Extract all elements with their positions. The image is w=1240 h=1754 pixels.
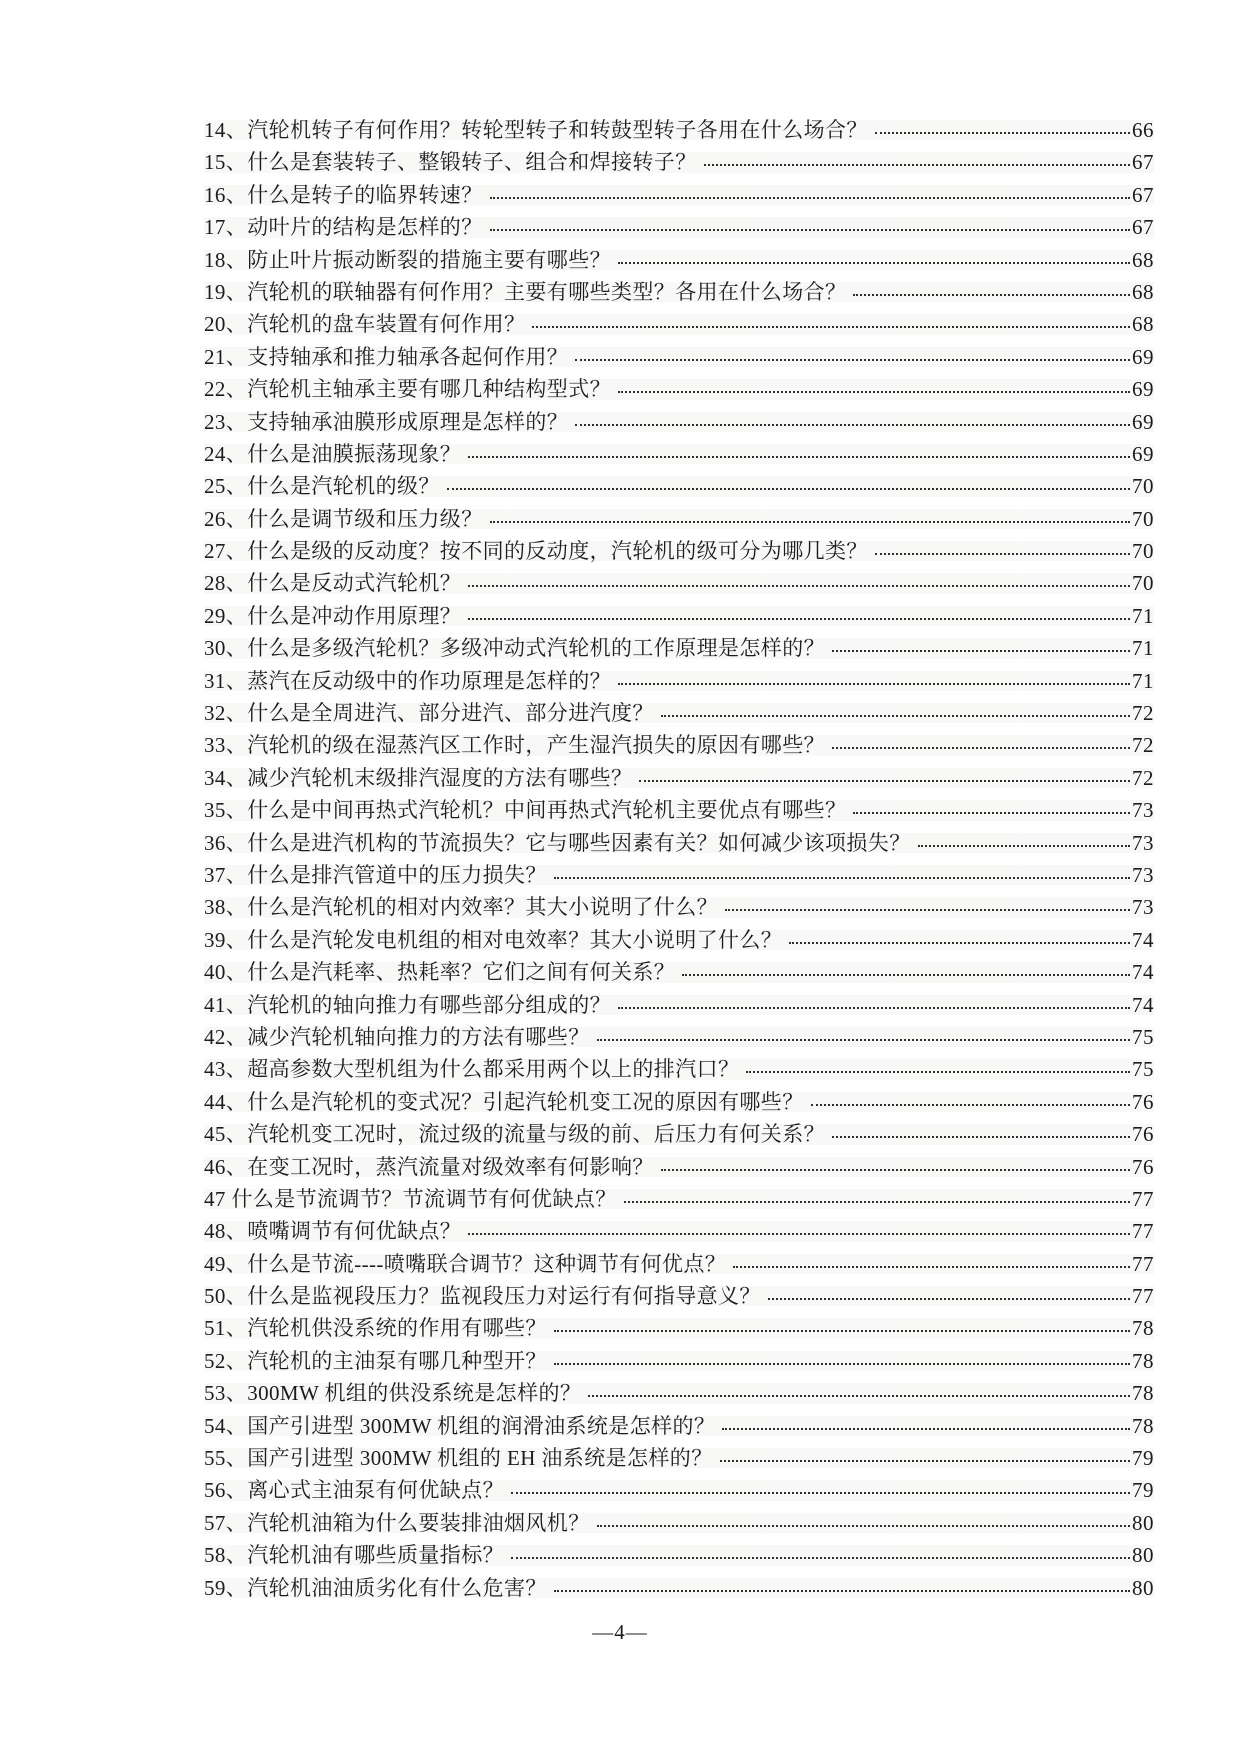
toc-entry bbox=[204, 1345, 1154, 1377]
dot-leader bbox=[554, 1363, 1130, 1365]
toc-entry bbox=[204, 1410, 1154, 1442]
toc-entry bbox=[204, 1507, 1154, 1539]
toc-entry-page-number: 75 bbox=[1132, 1024, 1154, 1049]
toc-entry-label: 55、国产引进型 300MW 机组的 EH 油系统是怎样的？ bbox=[204, 1446, 713, 1471]
toc-entry-page-number: 67 bbox=[1132, 215, 1154, 240]
toc-entry-label: 21、支持轴承和推力轴承各起何作用？ bbox=[204, 344, 569, 369]
dot-leader bbox=[661, 1169, 1130, 1171]
toc-entry-label: 20、汽轮机的盘车装置有何作用？ bbox=[204, 312, 526, 337]
toc-entry-page-number: 78 bbox=[1132, 1413, 1154, 1438]
toc-entry-label: 51、汽轮机供没系统的作用有哪些？ bbox=[204, 1316, 547, 1341]
toc-entry-page-number: 74 bbox=[1132, 927, 1154, 952]
toc-entry-label: 18、防止叶片振动断裂的措施主要有哪些？ bbox=[204, 247, 611, 272]
toc-entry bbox=[204, 1086, 1154, 1118]
toc-entry-label: 46、在变工况时，蒸汽流量对级效率有何影响？ bbox=[204, 1154, 654, 1179]
dot-leader bbox=[468, 1233, 1130, 1235]
toc-entry bbox=[204, 276, 1154, 308]
dot-leader bbox=[875, 553, 1130, 555]
toc-entry-page-number: 69 bbox=[1132, 344, 1154, 369]
dot-leader bbox=[746, 1071, 1130, 1073]
dot-leader bbox=[639, 780, 1130, 782]
toc-entry-label: 29、什么是冲动作用原理？ bbox=[204, 603, 462, 628]
toc-entry bbox=[204, 762, 1154, 794]
toc-entry-page-number: 78 bbox=[1132, 1348, 1154, 1373]
toc-entry-page-number: 71 bbox=[1132, 636, 1154, 661]
dot-leader bbox=[811, 1104, 1130, 1106]
toc-entry bbox=[204, 1377, 1154, 1409]
toc-entry-label: 56、离心式主油泵有何优缺点？ bbox=[204, 1478, 504, 1503]
toc-entry-page-number: 79 bbox=[1132, 1446, 1154, 1471]
dot-leader bbox=[554, 877, 1130, 879]
dot-leader bbox=[918, 845, 1130, 847]
toc-entry-label: 45、汽轮机变工况时，流过级的流量与级的前、后压力有何关系？ bbox=[204, 1122, 825, 1147]
toc-entry bbox=[204, 989, 1154, 1021]
toc-entry bbox=[204, 1053, 1154, 1085]
toc-entry-label: 32、什么是全周进汽、部分进汽、部分进汽度？ bbox=[204, 701, 654, 726]
toc-entry bbox=[204, 470, 1154, 502]
dot-leader bbox=[468, 585, 1130, 587]
toc-entry bbox=[204, 1280, 1154, 1312]
toc-entry-page-number: 79 bbox=[1132, 1478, 1154, 1503]
toc-entry-label: 49、什么是节流----喷嘴联合调节？这种调节有何优点？ bbox=[204, 1251, 727, 1276]
dot-leader bbox=[618, 1007, 1130, 1009]
dot-leader bbox=[447, 488, 1130, 490]
toc-entry-page-number: 74 bbox=[1132, 960, 1154, 985]
toc-entry-label: 38、什么是汽轮机的相对内效率？其大小说明了什么？ bbox=[204, 895, 718, 920]
toc-entry-page-number: 71 bbox=[1132, 668, 1154, 693]
toc-entry-page-number: 70 bbox=[1132, 571, 1154, 596]
toc-entry-page-number: 68 bbox=[1132, 312, 1154, 337]
toc-entry-page-number: 77 bbox=[1132, 1219, 1154, 1244]
toc-entry-page-number: 67 bbox=[1132, 182, 1154, 207]
toc-list bbox=[204, 114, 1154, 1604]
toc-entry-label: 36、什么是进汽机构的节流损失？它与哪些因素有关？如何减少该项损失？ bbox=[204, 830, 911, 855]
toc-entry-label: 43、超高参数大型机组为什么都采用两个以上的排汽口？ bbox=[204, 1057, 740, 1082]
dot-leader bbox=[832, 747, 1130, 749]
toc-entry-page-number: 77 bbox=[1132, 1251, 1154, 1276]
toc-entry-label: 34、减少汽轮机末级排汽湿度的方法有哪些？ bbox=[204, 765, 633, 790]
toc-entry-page-number: 69 bbox=[1132, 377, 1154, 402]
toc-entry bbox=[204, 1572, 1154, 1604]
toc-entry-label: 22、汽轮机主轴承主要有哪几种结构型式？ bbox=[204, 377, 611, 402]
toc-entry bbox=[204, 891, 1154, 923]
dot-leader bbox=[832, 650, 1130, 652]
toc-entry bbox=[204, 859, 1154, 891]
dot-leader bbox=[490, 229, 1130, 231]
toc-entry-label: 25、什么是汽轮机的级？ bbox=[204, 474, 440, 499]
toc-entry-label: 15、什么是套装转子、整锻转子、组合和焊接转子？ bbox=[204, 150, 697, 175]
toc-entry-page-number: 72 bbox=[1132, 765, 1154, 790]
dot-leader bbox=[832, 1136, 1130, 1138]
toc-entry-label: 53、300MW 机组的供没系统是怎样的？ bbox=[204, 1381, 582, 1406]
toc-entry bbox=[204, 114, 1154, 146]
dot-leader bbox=[618, 262, 1130, 264]
toc-entry-label: 24、什么是油膜振荡现象？ bbox=[204, 441, 462, 466]
toc-entry bbox=[204, 179, 1154, 211]
dot-leader bbox=[597, 1039, 1130, 1041]
toc-entry-label: 42、减少汽轮机轴向推力的方法有哪些？ bbox=[204, 1024, 590, 1049]
toc-entry-label: 27、什么是级的反动度？按不同的反动度，汽轮机的级可分为哪几类？ bbox=[204, 539, 868, 564]
toc-entry-label: 44、什么是汽轮机的变式况？引起汽轮机变工况的原因有哪些？ bbox=[204, 1089, 804, 1114]
toc-entry bbox=[204, 1312, 1154, 1344]
toc-entry bbox=[204, 956, 1154, 988]
toc-entry-page-number: 75 bbox=[1132, 1057, 1154, 1082]
dot-leader bbox=[532, 326, 1130, 328]
dot-leader bbox=[768, 1298, 1130, 1300]
toc-entry-label: 35、什么是中间再热式汽轮机？中间再热式汽轮机主要优点有哪些？ bbox=[204, 798, 847, 823]
toc-entry-page-number: 70 bbox=[1132, 474, 1154, 499]
toc-entry-page-number: 80 bbox=[1132, 1543, 1154, 1568]
toc-entry-label: 40、什么是汽耗率、热耗率？它们之间有何关系？ bbox=[204, 960, 676, 985]
dot-leader bbox=[588, 1395, 1130, 1397]
toc-entry-page-number: 80 bbox=[1132, 1510, 1154, 1535]
toc-entry-page-number: 67 bbox=[1132, 150, 1154, 175]
dot-leader bbox=[720, 1460, 1130, 1462]
toc-entry bbox=[204, 406, 1154, 438]
toc-entry-page-number: 77 bbox=[1132, 1186, 1154, 1211]
toc-entry bbox=[204, 827, 1154, 859]
toc-entry-label: 47 什么是节流调节？节流调节有何优缺点？ bbox=[204, 1186, 617, 1211]
toc-entry-page-number: 72 bbox=[1132, 701, 1154, 726]
dot-leader bbox=[853, 812, 1130, 814]
dot-leader bbox=[624, 1201, 1130, 1203]
toc-entry bbox=[204, 1474, 1154, 1506]
toc-entry-label: 31、蒸汽在反动级中的作功原理是怎样的？ bbox=[204, 668, 611, 693]
toc-entry bbox=[204, 373, 1154, 405]
dot-leader bbox=[722, 1428, 1130, 1430]
dot-leader bbox=[725, 909, 1130, 911]
toc-entry bbox=[204, 341, 1154, 373]
toc-entry bbox=[204, 146, 1154, 178]
toc-entry-page-number: 76 bbox=[1132, 1154, 1154, 1179]
toc-entry bbox=[204, 1021, 1154, 1053]
toc-entry-page-number: 71 bbox=[1132, 603, 1154, 628]
dot-leader bbox=[490, 521, 1130, 523]
toc-entry bbox=[204, 1183, 1154, 1215]
toc-entry-label: 26、什么是调节级和压力级？ bbox=[204, 506, 483, 531]
toc-entry bbox=[204, 924, 1154, 956]
toc-entry bbox=[204, 503, 1154, 535]
dot-leader bbox=[661, 715, 1130, 717]
toc-entry-page-number: 68 bbox=[1132, 247, 1154, 272]
toc-entry bbox=[204, 1248, 1154, 1280]
page-number-footer bbox=[0, 1620, 1240, 1645]
toc-entry-label: 57、汽轮机油箱为什么要装排油烟风机？ bbox=[204, 1510, 590, 1535]
toc-entry-page-number: 73 bbox=[1132, 798, 1154, 823]
dot-leader bbox=[554, 1590, 1130, 1592]
toc-entry-page-number: 76 bbox=[1132, 1122, 1154, 1147]
toc-entry-page-number: 66 bbox=[1132, 118, 1154, 142]
toc-entry-label: 28、什么是反动式汽轮机？ bbox=[204, 571, 462, 596]
toc-entry-label: 50、什么是监视段压力？监视段压力对运行有何指导意义？ bbox=[204, 1284, 761, 1309]
toc-entry-page-number: 74 bbox=[1132, 992, 1154, 1017]
toc-entry-page-number: 69 bbox=[1132, 409, 1154, 434]
toc-entry bbox=[204, 1539, 1154, 1571]
dot-leader bbox=[490, 197, 1130, 199]
toc-entry bbox=[204, 567, 1154, 599]
toc-entry bbox=[204, 1215, 1154, 1247]
dot-leader bbox=[554, 1330, 1130, 1332]
toc-entry bbox=[204, 794, 1154, 826]
toc-entry-page-number: 80 bbox=[1132, 1575, 1154, 1600]
toc-entry-label: 14、汽轮机转子有何作用？转轮型转子和转鼓型转子各用在什么场合？ bbox=[204, 118, 868, 142]
toc-entry-label: 30、什么是多级汽轮机？多级冲动式汽轮机的工作原理是怎样的？ bbox=[204, 636, 825, 661]
toc-entry-page-number: 68 bbox=[1132, 279, 1154, 304]
toc-entry bbox=[204, 729, 1154, 761]
toc-entry-label: 41、汽轮机的轴向推力有哪些部分组成的？ bbox=[204, 992, 611, 1017]
dot-leader bbox=[511, 1557, 1130, 1559]
toc-entry-label: 17、动叶片的结构是怎样的？ bbox=[204, 215, 483, 240]
toc-entry bbox=[204, 244, 1154, 276]
dot-leader bbox=[618, 391, 1130, 393]
toc-entry-label: 52、汽轮机的主油泵有哪几种型开？ bbox=[204, 1348, 547, 1373]
toc-entry-page-number: 78 bbox=[1132, 1381, 1154, 1406]
dot-leader bbox=[682, 974, 1130, 976]
toc-entry-page-number: 73 bbox=[1132, 830, 1154, 855]
toc-entry-label: 19、汽轮机的联轴器有何作用？主要有哪些类型？各用在什么场合？ bbox=[204, 279, 847, 304]
toc-entry-page-number: 70 bbox=[1132, 539, 1154, 564]
toc-entry-page-number: 69 bbox=[1132, 441, 1154, 466]
toc-entry bbox=[204, 632, 1154, 664]
toc-entry bbox=[204, 665, 1154, 697]
page-number-text: —4— bbox=[592, 1620, 648, 1644]
dot-leader bbox=[704, 164, 1130, 166]
toc-entry-label: 37、什么是排汽管道中的压力损失？ bbox=[204, 862, 547, 887]
toc-entry-label: 16、什么是转子的临界转速？ bbox=[204, 182, 483, 207]
toc-entry-page-number: 77 bbox=[1132, 1284, 1154, 1309]
toc-entry-label: 54、国产引进型 300MW 机组的润滑油系统是怎样的？ bbox=[204, 1413, 716, 1438]
toc-entry-page-number: 78 bbox=[1132, 1316, 1154, 1341]
dot-leader bbox=[853, 294, 1130, 296]
toc-entry bbox=[204, 211, 1154, 243]
dot-leader bbox=[575, 359, 1130, 361]
dot-leader bbox=[511, 1492, 1130, 1494]
toc-entry-label: 48、喷嘴调节有何优缺点？ bbox=[204, 1219, 462, 1244]
dot-leader bbox=[597, 1525, 1130, 1527]
toc-entry bbox=[204, 438, 1154, 470]
dot-leader bbox=[733, 1266, 1130, 1268]
dot-leader bbox=[618, 683, 1130, 685]
toc-entry-label: 23、支持轴承油膜形成原理是怎样的？ bbox=[204, 409, 569, 434]
toc-entry-page-number: 76 bbox=[1132, 1089, 1154, 1114]
toc-entry bbox=[204, 308, 1154, 340]
toc-entry-page-number: 70 bbox=[1132, 506, 1154, 531]
toc-entry bbox=[204, 600, 1154, 632]
toc-entry-label: 33、汽轮机的级在湿蒸汽区工作时，产生湿汽损失的原因有哪些？ bbox=[204, 733, 825, 758]
toc-entry-page-number: 73 bbox=[1132, 862, 1154, 887]
toc-entry bbox=[204, 535, 1154, 567]
toc-entry bbox=[204, 1118, 1154, 1150]
dot-leader bbox=[575, 424, 1130, 426]
toc-entry-label: 59、汽轮机油油质劣化有什么危害？ bbox=[204, 1575, 547, 1600]
toc-entry-page-number: 73 bbox=[1132, 895, 1154, 920]
toc-entry-label: 58、汽轮机油有哪些质量指标？ bbox=[204, 1543, 504, 1568]
toc-entry bbox=[204, 1151, 1154, 1183]
toc-entry-page-number: 72 bbox=[1132, 733, 1154, 758]
dot-leader bbox=[789, 942, 1130, 944]
dot-leader bbox=[468, 456, 1130, 458]
toc-entry-label: 39、什么是汽轮发电机组的相对电效率？其大小说明了什么？ bbox=[204, 927, 783, 952]
dot-leader bbox=[468, 618, 1130, 620]
dot-leader bbox=[875, 132, 1130, 134]
toc-entry bbox=[204, 1442, 1154, 1474]
toc-entry bbox=[204, 697, 1154, 729]
